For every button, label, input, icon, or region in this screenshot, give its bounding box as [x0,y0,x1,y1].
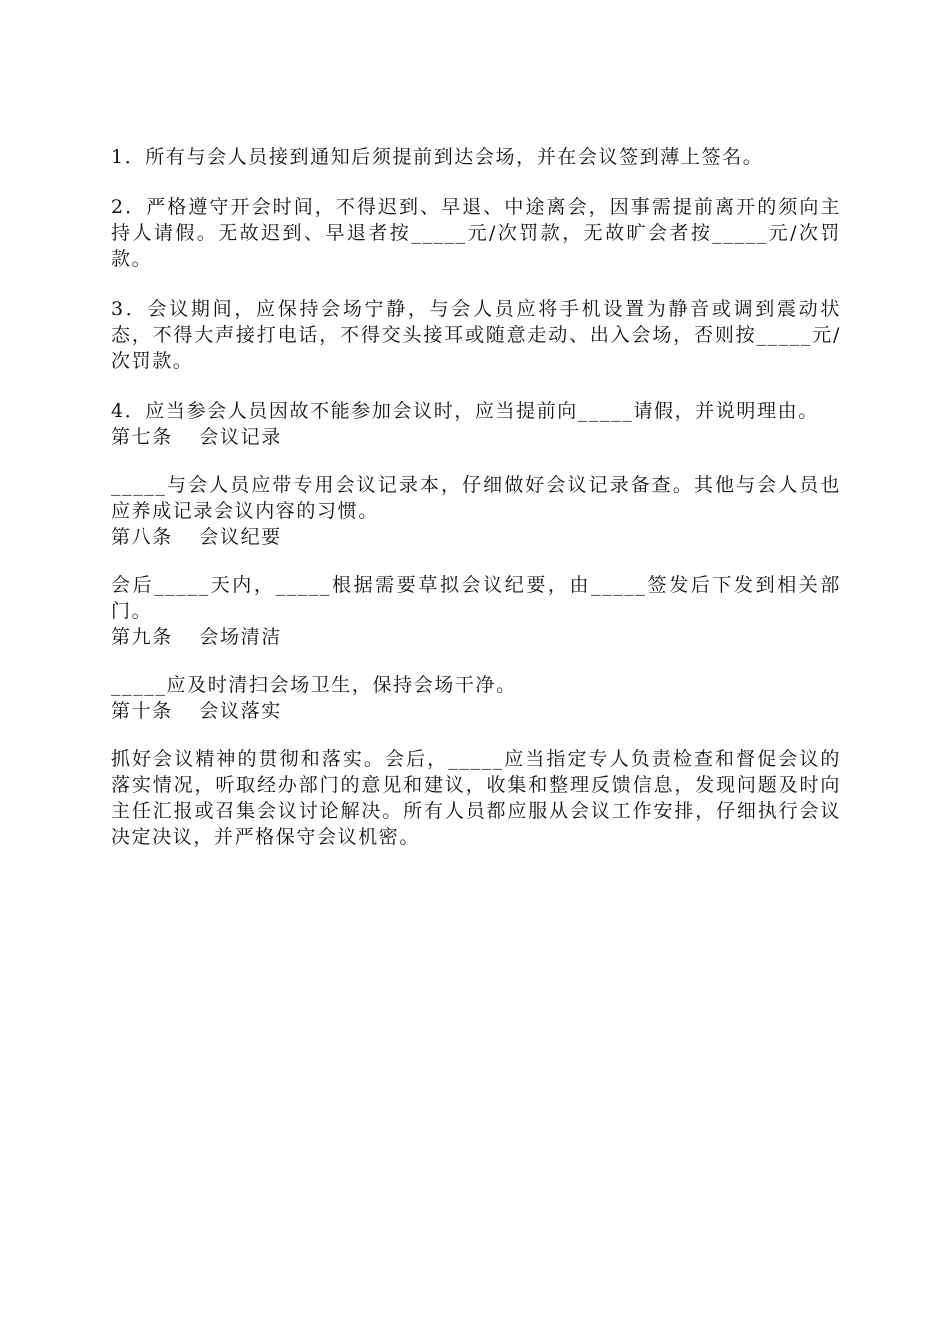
section-body-8: 会后_____天内，_____根据需要草拟会议纪要，由_____签发后下发到相关部门。 [111,574,841,622]
section-body-10: 抓好会议精神的贯彻和落实。会后，_____应当指定专人负责检查和督促会议的落实情况，听取经办部门的意见和建议，收集和整理反馈信息，发现问题及时向主任汇报或召集会议讨论解决。所有人员都应服从会议工作安排，仔细执行会议决定决议，并严格保守会议机密。 [111,748,841,848]
rule-item-4: 4．应当参会人员因故不能参加会议时，应当提前向_____请假，并说明理由。 [111,400,819,422]
section-number: 第九条 [111,626,173,648]
section-title: 会议纪要 [199,526,282,548]
section-heading-7 [111,424,841,450]
section-number: 第十条 [111,700,173,722]
section-title: 会议记录 [199,426,282,448]
rule-item-1: 1．所有与会人员接到通知后须提前到达会场，并在会议签到薄上签名。 [111,146,764,168]
section-heading-9 [111,624,841,650]
section-body-7: _____与会人员应带专用会议记录本，仔细做好会议记录备查。其他与会人员也应养成记录会议内容的习惯。 [111,474,841,522]
section-title: 会议落实 [199,700,282,722]
section-body-9: _____应及时清扫会场卫生，保持会场干净。 [111,674,517,696]
document-body [111,144,841,850]
section-number: 第八条 [111,526,173,548]
section-heading-8 [111,524,841,550]
rule-item-2: 2．严格遵守开会时间，不得迟到、早退、中途离会，因事需提前离开的须向主持人请假。无故迟到、早退者按_____元/次罚款，无故旷会者按_____元/次罚款。 [111,196,841,270]
rule-item-3: 3．会议期间，应保持会场宁静，与会人员应将手机设置为静音或调到震动状态，不得大声接打电话，不得交头接耳或随意走动、出入会场，否则按_____元/次罚款。 [111,298,841,372]
section-heading-10 [111,698,841,724]
section-number: 第七条 [111,426,173,448]
section-title: 会场清洁 [199,626,282,648]
